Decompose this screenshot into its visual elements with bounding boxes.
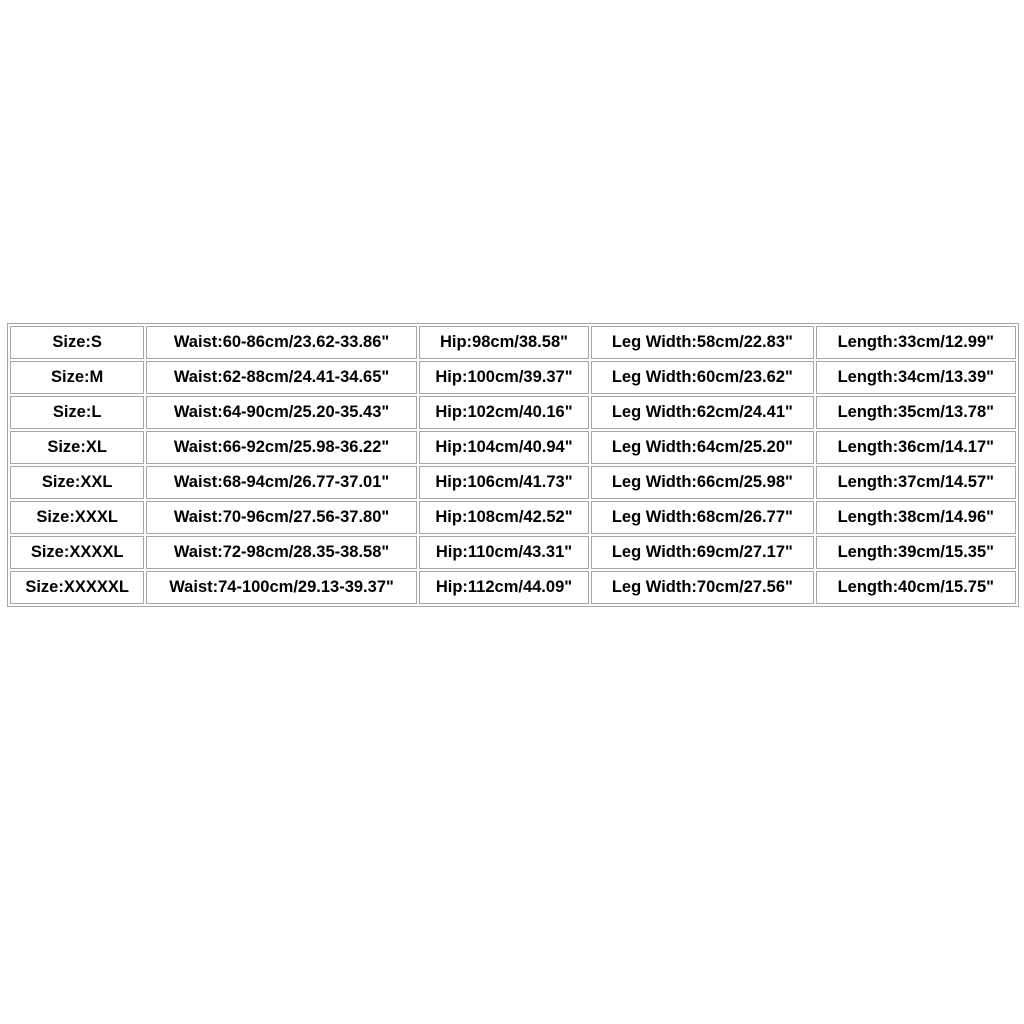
leg-width-cell: Leg Width:68cm/26.77" xyxy=(591,501,813,534)
size-chart-table xyxy=(7,323,1019,607)
size-row-xl xyxy=(10,431,1016,464)
size-row-xxxxxl xyxy=(10,571,1016,604)
leg-width-cell: Leg Width:69cm/27.17" xyxy=(591,536,813,569)
leg-width-cell: Leg Width:60cm/23.62" xyxy=(591,361,813,394)
size-cell: Size:XXL xyxy=(10,466,144,499)
length-cell: Length:35cm/13.78" xyxy=(816,396,1016,429)
length-cell: Length:40cm/15.75" xyxy=(816,571,1016,604)
leg-width-cell: Leg Width:64cm/25.20" xyxy=(591,431,813,464)
hip-cell: Hip:110cm/43.31" xyxy=(419,536,589,569)
size-row-xxl xyxy=(10,466,1016,499)
hip-cell: Hip:98cm/38.58" xyxy=(419,326,589,359)
leg-width-cell: Leg Width:58cm/22.83" xyxy=(591,326,813,359)
hip-cell: Hip:112cm/44.09" xyxy=(419,571,589,604)
waist-cell: Waist:64-90cm/25.20-35.43" xyxy=(146,396,417,429)
length-cell: Length:36cm/14.17" xyxy=(816,431,1016,464)
size-cell: Size:XXXXXL xyxy=(10,571,144,604)
leg-width-cell: Leg Width:70cm/27.56" xyxy=(591,571,813,604)
length-cell: Length:38cm/14.96" xyxy=(816,501,1016,534)
hip-cell: Hip:102cm/40.16" xyxy=(419,396,589,429)
hip-cell: Hip:106cm/41.73" xyxy=(419,466,589,499)
size-cell: Size:XXXL xyxy=(10,501,144,534)
size-cell: Size:XL xyxy=(10,431,144,464)
hip-cell: Hip:104cm/40.94" xyxy=(419,431,589,464)
size-row-m xyxy=(10,361,1016,394)
size-cell: Size:L xyxy=(10,396,144,429)
length-cell: Length:33cm/12.99" xyxy=(816,326,1016,359)
waist-cell: Waist:66-92cm/25.98-36.22" xyxy=(146,431,417,464)
size-row-xxxl xyxy=(10,501,1016,534)
waist-cell: Waist:74-100cm/29.13-39.37" xyxy=(146,571,417,604)
size-row-xxxxl xyxy=(10,536,1016,569)
waist-cell: Waist:62-88cm/24.41-34.65" xyxy=(146,361,417,394)
waist-cell: Waist:60-86cm/23.62-33.86" xyxy=(146,326,417,359)
waist-cell: Waist:72-98cm/28.35-38.58" xyxy=(146,536,417,569)
length-cell: Length:34cm/13.39" xyxy=(816,361,1016,394)
size-cell: Size:M xyxy=(10,361,144,394)
size-cell: Size:S xyxy=(10,326,144,359)
leg-width-cell: Leg Width:66cm/25.98" xyxy=(591,466,813,499)
length-cell: Length:39cm/15.35" xyxy=(816,536,1016,569)
hip-cell: Hip:108cm/42.52" xyxy=(419,501,589,534)
length-cell: Length:37cm/14.57" xyxy=(816,466,1016,499)
size-cell: Size:XXXXL xyxy=(10,536,144,569)
size-row-l xyxy=(10,396,1016,429)
waist-cell: Waist:70-96cm/27.56-37.80" xyxy=(146,501,417,534)
waist-cell: Waist:68-94cm/26.77-37.01" xyxy=(146,466,417,499)
size-row-s xyxy=(10,326,1016,359)
leg-width-cell: Leg Width:62cm/24.41" xyxy=(591,396,813,429)
hip-cell: Hip:100cm/39.37" xyxy=(419,361,589,394)
